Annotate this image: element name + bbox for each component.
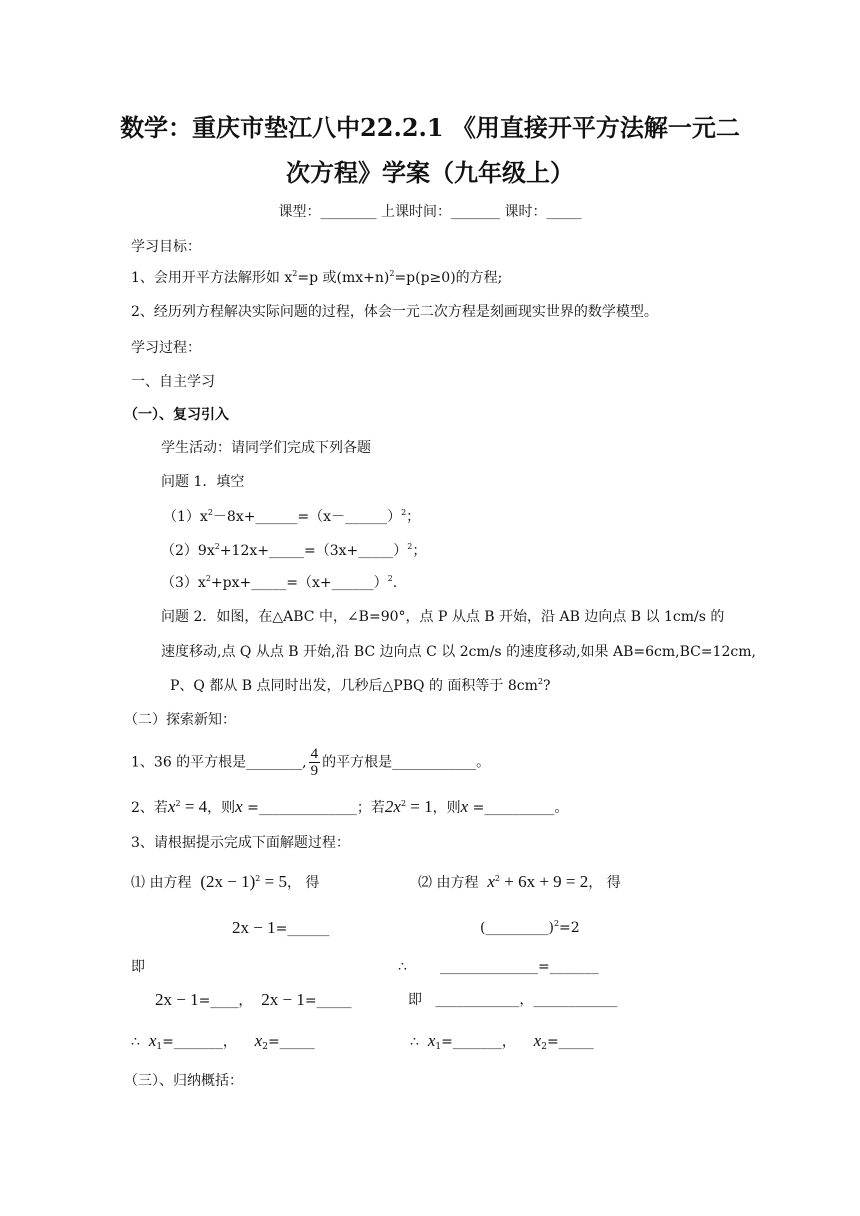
question-2-line-3: P、Q 都从 B 点同时出发，几秒后△PBQ 的 面积等于 $8cm^2$? (170, 677, 551, 694)
document-title-line2: 次方程》学案（九年级上） (286, 158, 574, 187)
objectives-heading: 学习目标： (131, 239, 201, 255)
solve-left-ji: 即 (131, 959, 145, 975)
lesson-info: 课型：________ 上课时间：_______ 课时：_____ (278, 204, 582, 220)
solve-left-heading: ⑴ 由方程 $(2x - 1)^2 = 5$， 得 (131, 872, 320, 891)
subsection-heading-1: （一）、复习引入 (124, 407, 229, 423)
section-heading-1: 一、自主学习 (131, 374, 215, 390)
solve-right-ji: 即 ____________，____________ (408, 992, 618, 1008)
explore-line-1: 1、36 的平方根是________, $\frac{4}{9}$ 的平方根是____________。 (131, 746, 491, 779)
student-activity: 学生活动：请同学们完成下列各题 (161, 440, 371, 456)
fraction-four-ninths: $\frac{4}{9}$ (310, 746, 319, 779)
solve-right-step-1: (_________)$^2$=2 (480, 919, 580, 936)
question-1-line-1: $(1)x^2-8x+\_\_\_\_\_\_=(x-\_\_\_\_\_\_)^2$； (163, 508, 421, 525)
process-heading: 学习过程： (131, 340, 201, 356)
solve-right-step-2: ______________=_______ (440, 959, 599, 975)
question-2-line-1: 问题 2．如图，在△ABC 中，∠B=90°，点 P 从点 B 开始，沿 AB 边向点 B 以 1cm/s 的 (161, 609, 725, 625)
document-title-line1: 数学：重庆市垫江八中22.2.1 《用直接开平方法解一元二 (120, 113, 740, 142)
objective-item-1: 1、会用开平方法解形如 $x^2=p$ 或$(mx+n)^2=p(p\ge 0)$的方程; (131, 269, 503, 286)
solve-left-answer: ∴ $x_1=\_\_\_\_\_\_\_$， $x_2=\_\_\_\_\_$ (131, 1031, 315, 1052)
solve-right-heading: ⑵ 由方程 $x^2 + 6x + 9 = 2$， 得 (418, 872, 621, 891)
question-1-line-2: $(2)9x^2+12x+\_\_\_\_\_=(3x+\_\_\_\_\_)^2$； (161, 542, 427, 559)
solve-right-answer: ∴ $x_1=\_\_\_\_\_\_\_$， $x_2=\_\_\_\_\_$ (410, 1031, 594, 1052)
objective-item-2: 2、经历列方程解决实际问题的过程，体会一元二次方程是刻画现实世界的数学模型。 (131, 304, 658, 320)
explore-line-3: 3、请根据提示完成下面解题过程： (131, 835, 350, 851)
question-2-line-2: 速度移动,点 Q 从点 B 开始,沿 BC 边向点 C 以 2cm/s 的速度移动,如果 AB=6cm,BC=12cm, (161, 644, 756, 660)
subsection-heading-2: （二）探索新知： (124, 712, 236, 728)
question-1-heading: 问题 1．填空 (161, 474, 245, 490)
explore-line-2: 2、若$x^2 = 4$，则x =______________；若$2x^2 = 1$，则x =__________。 (131, 797, 569, 816)
solve-right-therefore: ∴ (398, 959, 407, 975)
question-1-line-3: $(3)x^2+px+\_\_\_\_\_=(x+\_\_\_\_\_\_)^2$. (161, 574, 398, 591)
solve-left-step-2: 2x − 1=____， 2x − 1=_____ (155, 990, 352, 1009)
subsection-heading-3: （三）、归纳概括： (124, 1073, 243, 1089)
solve-left-step-1: 2x − 1=______ (232, 918, 330, 937)
